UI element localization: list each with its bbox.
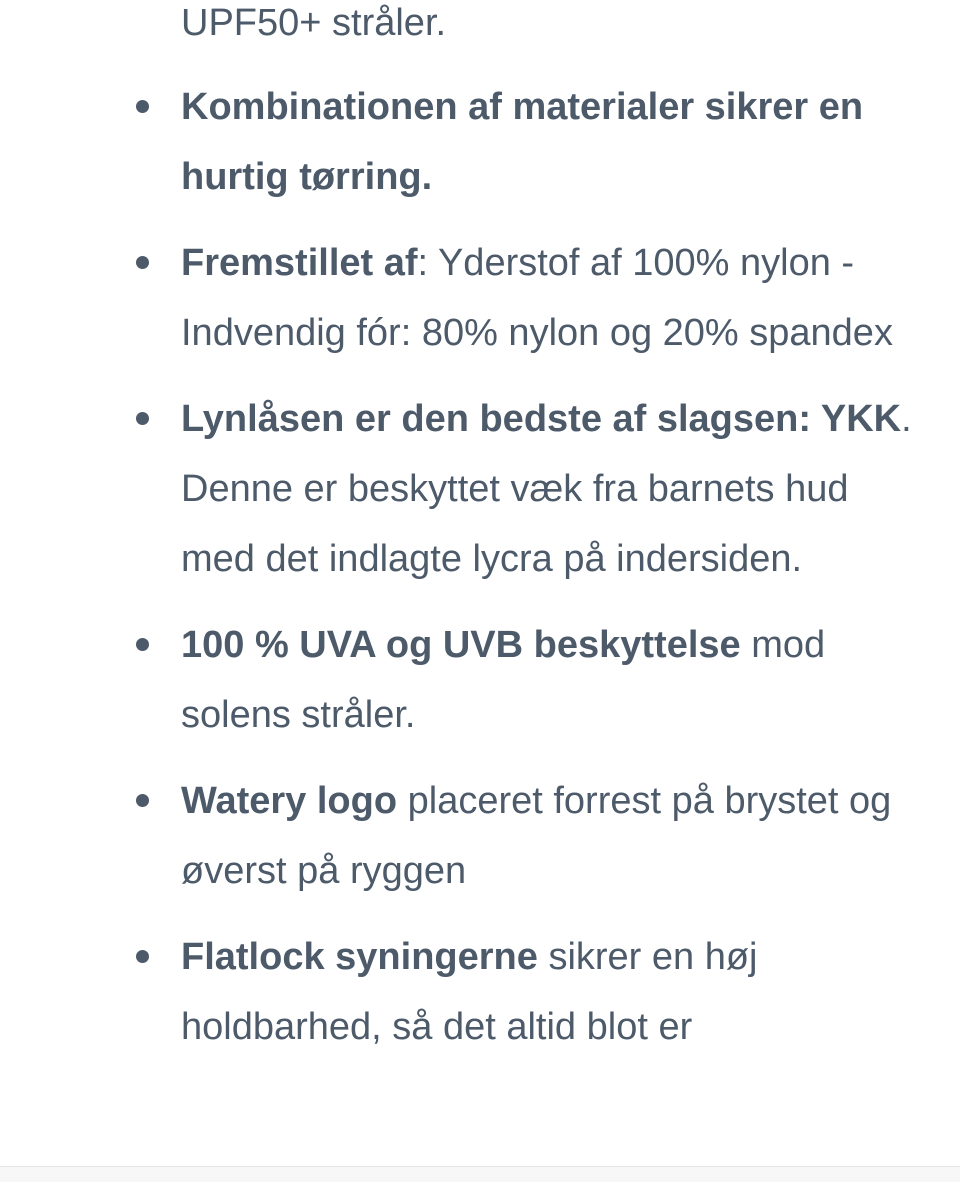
feature-bold-text: Flatlock syningerne [181,936,538,978]
feature-text: mod solens stråler. [181,624,826,736]
previous-text-line: UPF50+ stråler. [181,2,447,44]
feature-bold-text: Kombinationen af materialer sikrer en hurtig tørring. [181,86,864,198]
feature-bold-text: Lynlåsen er den bedste af slagsen: YKK [181,398,902,440]
list-item [0,766,960,906]
bullet-icon [136,794,149,807]
feature-text: sikrer en høj holdbarhed, så det altid blot er [181,936,758,1048]
feature-bold-text: Watery logo [181,780,398,822]
feature-bold-text: Fremstillet af [181,242,418,284]
feature-text: placeret forrest på brystet og øverst på ryggen [181,780,892,892]
bullet-icon [136,950,149,963]
feature-list [0,72,960,1078]
bullet-icon [136,100,149,113]
list-item [0,72,960,212]
feature-text: : Yderstof af 100% nylon - Indvendig fór: 80% nylon og 20% spandex [181,242,893,354]
list-item [0,384,960,594]
feature-bold-text: 100 % UVA og UVB beskyttelse [181,624,741,666]
bullet-icon [136,412,149,425]
list-item [0,922,960,1062]
bottom-toolbar-edge [0,1166,960,1182]
bullet-icon [136,638,149,651]
feature-text: . Denne er beskyttet væk fra barnets hud med det indlagte lycra på indersiden. [181,398,912,580]
list-item [0,228,960,368]
list-item [0,610,960,750]
bullet-icon [136,256,149,269]
